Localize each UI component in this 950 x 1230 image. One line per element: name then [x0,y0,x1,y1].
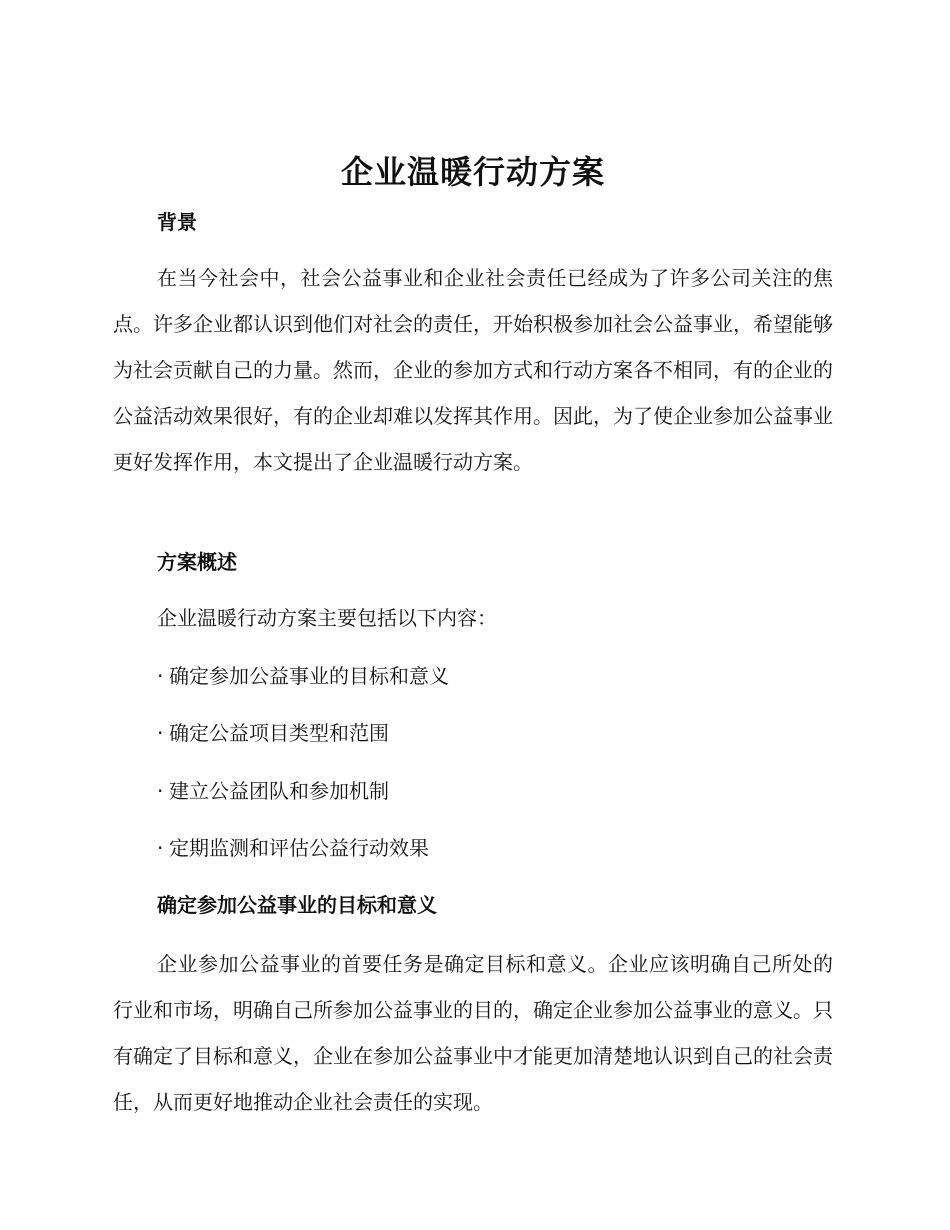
section-heading-goals: 确定参加公益事业的目标和意义 [157,893,437,917]
bullet-symbol: · [157,836,164,860]
bullet-text: 确定公益项目类型和范围 [169,721,389,745]
goals-paragraph: 企业参加公益事业的首要任务是确定目标和意义。企业应该明确自己所处的行业和市场，明确自己所参加公益事业的目的，确定企业参加公益事业的意义。只有确定了目标和意义，企业在参加公益事业中才能更加清楚地认识到自己的社会责任，从而更好地推动企业社会责任的实现。 [113,952,833,1114]
bullet-text: 定期监测和评估公益行动效果 [169,836,429,860]
bullet-symbol: · [157,721,164,745]
bullet-text: 建立公益团队和参加机制 [169,779,389,803]
bullet-item [157,719,389,747]
section-heading-overview: 方案概述 [157,550,237,574]
bullet-symbol: · [157,664,164,688]
section-heading-background: 背景 [157,210,197,234]
bullet-item [157,662,449,690]
bullet-symbol: · [157,779,164,803]
bullet-text: 确定参加公益事业的目标和意义 [169,664,449,688]
document-title: 企业温暖行动方案 [340,153,605,191]
overview-intro: 企业温暖行动方案主要包括以下内容： [157,606,497,630]
bullet-item [157,834,429,862]
background-paragraph: 在当今社会中，社会公益事业和企业社会责任已经成为了许多公司关注的焦点。许多企业都认识到他们对社会的责任，开始积极参加社会公益事业，希望能够为社会贡献自己的力量。然而，企业的参加方式和行动方案各不相同，有的企业的公益活动效果很好，有的企业却难以发挥其作用。因此，为了使企业参加公益事业更好发挥作用，本文提出了企业温暖行动方案。 [113,266,833,474]
bullet-item [157,777,389,805]
